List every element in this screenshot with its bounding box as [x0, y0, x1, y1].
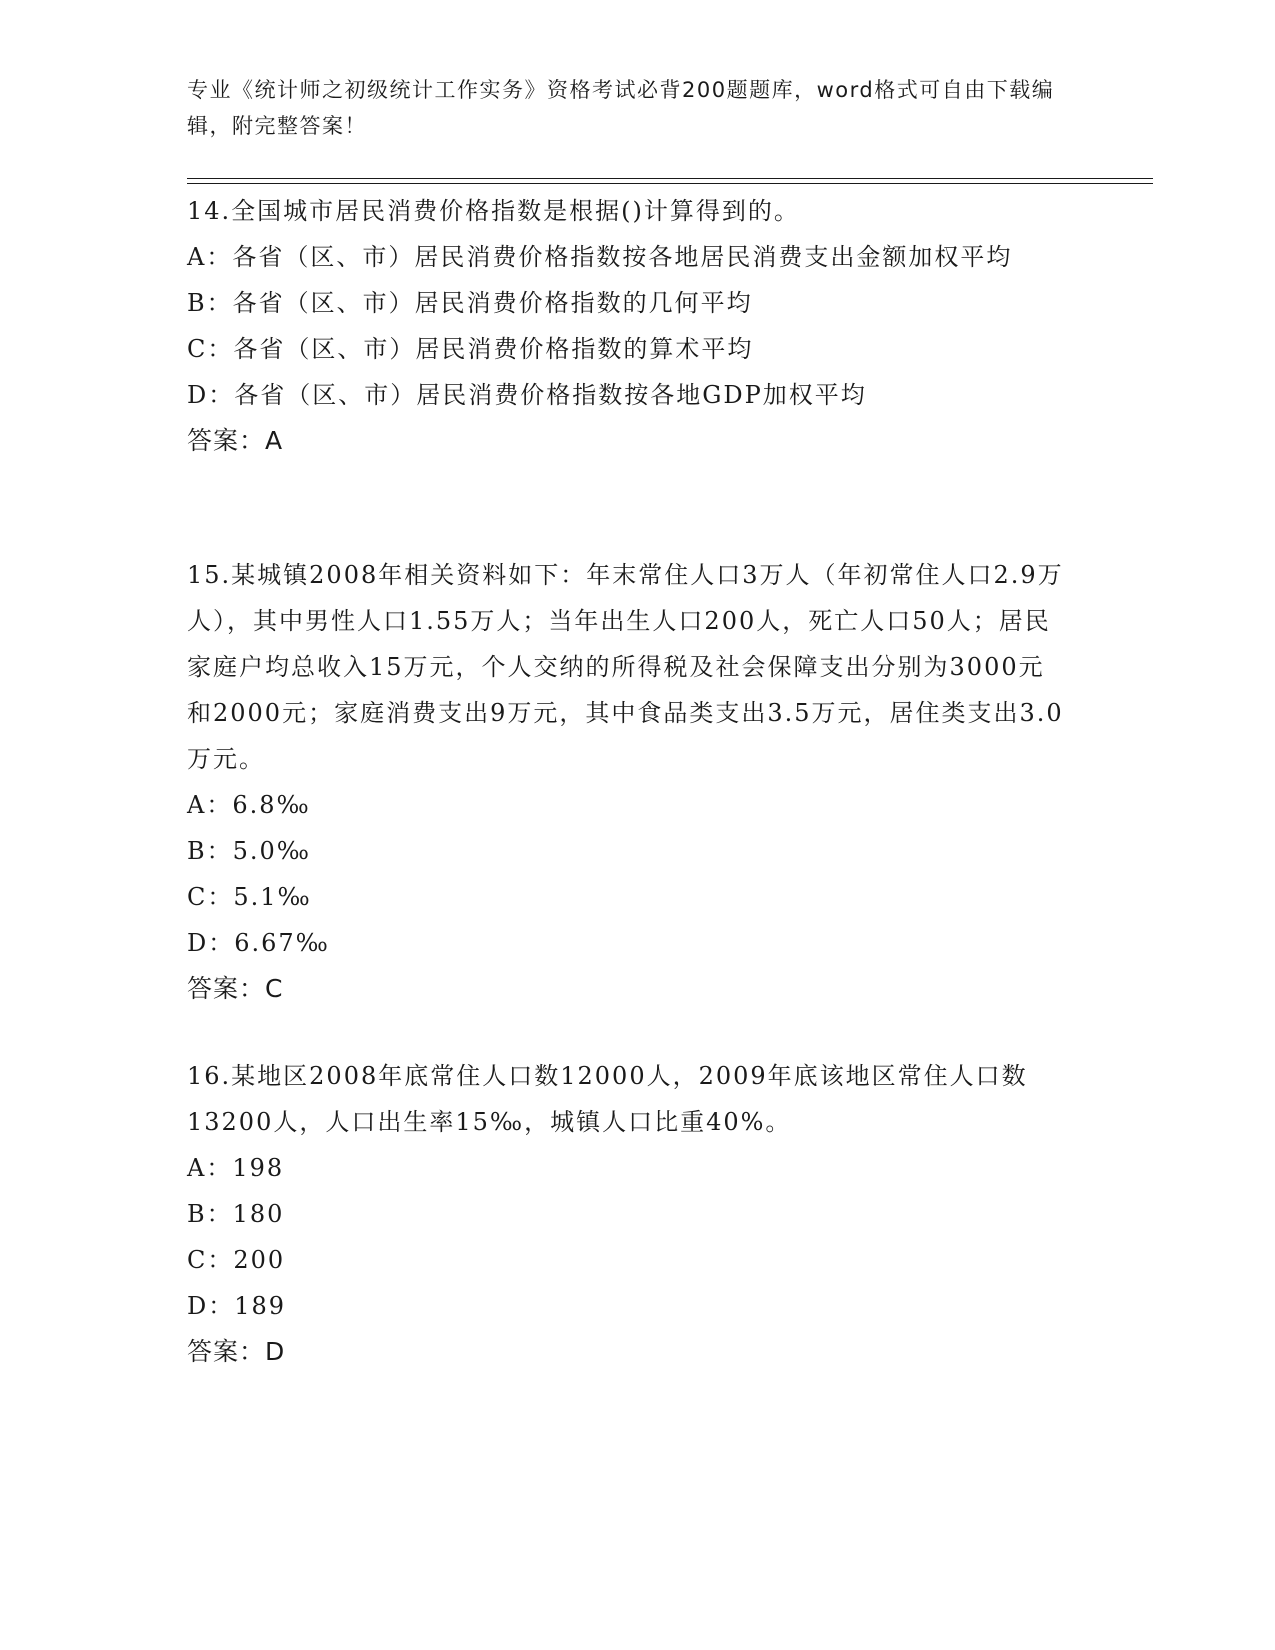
document-header: 专业《统计师之初级统计工作实务》资格考试必背200题题库，word格式可自由下载编辑，附完整答案！: [187, 78, 1055, 138]
question-15: [187, 552, 1067, 1012]
option-c: C：5.1‰: [187, 883, 312, 911]
option-d: D：189: [187, 1292, 287, 1320]
option-d: D：6.67‰: [187, 929, 330, 957]
answer: 答案：A: [187, 426, 284, 455]
answer: 答案：C: [187, 974, 284, 1003]
question-stem: 14.全国城市居民消费价格指数是根据()计算得到的。: [187, 197, 800, 225]
question-14: [187, 188, 1067, 464]
option-a: A：198: [187, 1154, 285, 1182]
header-divider-top: [187, 178, 1153, 179]
option-d: D：各省（区、市）居民消费价格指数按各地GDP加权平均: [187, 381, 867, 409]
question-stem: 15.某城镇2008年相关资料如下：年末常住人口3万人（年初常住人口2.9万人），其中男性人口1.55万人；当年出生人口200人，死亡人口50人；居民家庭户均总收入15万元，个人交纳的所得税及社会保障支出分别为3000元和2000元；家庭消费支出9万元，其中食品类支出3.5万元，居住类支出3.0万元。: [187, 561, 1064, 773]
option-a: A：各省（区、市）居民消费价格指数按各地居民消费支出金额加权平均: [187, 243, 1013, 271]
option-b: B：180: [187, 1200, 285, 1228]
header-divider-bottom: [187, 183, 1153, 184]
option-b: B：各省（区、市）居民消费价格指数的几何平均: [187, 289, 753, 317]
option-c: C：200: [187, 1246, 286, 1274]
option-a: A：6.8‰: [187, 791, 311, 819]
question-16: [187, 1053, 1067, 1375]
question-stem: 16.某地区2008年底常住人口数12000人，2009年底该地区常住人口数13200人，人口出生率15‰，城镇人口比重40%。: [187, 1062, 1028, 1136]
answer: 答案：D: [187, 1337, 286, 1366]
option-b: B：5.0‰: [187, 837, 312, 865]
option-c: C：各省（区、市）居民消费价格指数的算术平均: [187, 335, 754, 363]
